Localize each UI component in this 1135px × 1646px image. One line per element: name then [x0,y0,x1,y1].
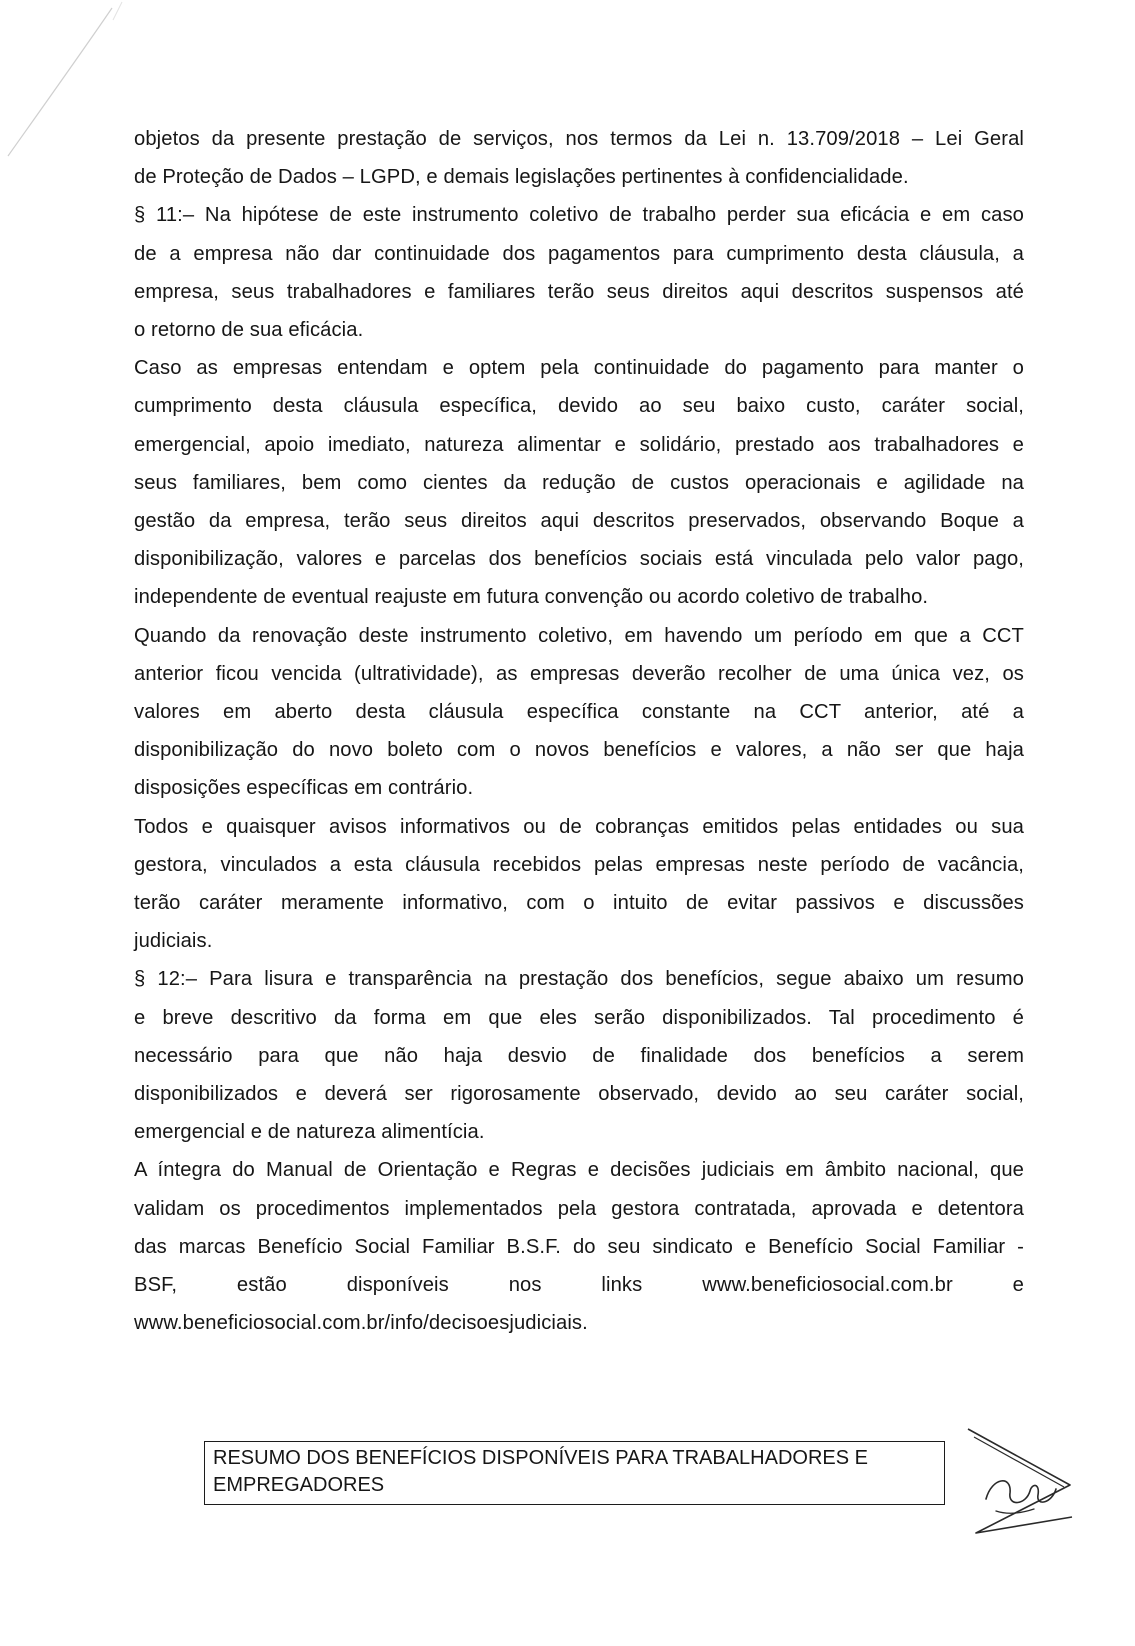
signature-mark [960,1425,1090,1555]
text-line: gestão da empresa, terão seus direitos aqui descritos preservados, observando Boque a [134,510,1024,533]
text-line: seus familiares, bem como cientes da redução de custos operacionais e agilidade na [134,471,1024,494]
links-line: BSF, estão disponíveis nos links www.beneficiosocial.com.br e [134,1274,1024,1297]
text-line: o retorno de sua eficácia. [134,319,364,342]
text-line: cumprimento desta cláusula específica, devido ao seu baixo custo, caráter social, [134,395,1024,418]
summary-title-line-2: EMPREGADORES [213,1474,385,1496]
text-line: disponibilizados e deverá ser rigorosamente observado, devido ao seu caráter social, [134,1083,1024,1106]
text-line: disponibilização do novo boleto com o novos benefícios e valores, a não ser que haja [134,739,1024,762]
text-line: de a empresa não dar continuidade dos pagamentos para cumprimento desta cláusula, a [134,242,1024,265]
text-line: Todos e quaisquer avisos informativos ou de cobranças emitidos pelas entidades ou sua [134,815,1024,838]
text-line: necessário para que não haja desvio de finalidade dos benefícios a serem [134,1044,1024,1067]
clause-text [134,120,1024,1343]
text-line: objetos da presente prestação de serviços, nos termos da Lei n. 13.709/2018 – Lei Geral [134,128,1024,150]
summary-title-line-1: RESUMO DOS BENEFÍCIOS DISPONÍVEIS PARA TRABALHADORES E [213,1447,868,1469]
paragraph-11-start: § 11:– Na hipótese de este instrumento coletivo de trabalho perder sua eficácia e em caso [134,204,1024,227]
text-line: terão caráter meramente informativo, com o intuito de evitar passivos e discussões [134,892,1024,915]
text-line: Quando da renovação deste instrumento coletivo, em havendo um período em que a CCT [134,624,1024,647]
scan-edge-mark [0,0,140,170]
text-line: e breve descritivo da forma em que eles serão disponibilizados. Tal procedimento é [134,1006,1024,1029]
benefits-summary-box [204,1441,945,1505]
text-line: independente de eventual reajuste em futura convenção ou acordo coletivo de trabalho. [134,586,929,609]
text-line: das marcas Benefício Social Familiar B.S.F. do seu sindicato e Benefício Social Familiar - [134,1235,1024,1258]
text-line: validam os procedimentos implementados pela gestora contratada, aprovada e detentora [134,1197,1024,1220]
text-line: Caso as empresas entendam e optem pela continuidade do pagamento para manter o [134,357,1024,380]
text-line: anterior ficou vencida (ultratividade), as empresas deverão recolher de uma única vez, os [134,662,1024,685]
text-line: A íntegra do Manual de Orientação e Regras e decisões judiciais em âmbito nacional, que [134,1159,1024,1182]
text-line: judiciais. [134,930,213,953]
text-line: de Proteção de Dados – LGPD, e demais legislações pertinentes à confidencialidade. [134,166,909,189]
links-line: www.beneficiosocial.com.br/info/decisoesjudiciais. [134,1312,588,1335]
text-line: disponibilização, valores e parcelas dos benefícios sociais está vinculada pelo valor pago, [134,548,1024,571]
text-line: emergencial, apoio imediato, natureza alimentar e solidário, prestado aos trabalhadores e [134,433,1024,456]
paragraph-12-start: § 12:– Para lisura e transparência na prestação dos benefícios, segue abaixo um resumo [134,968,1024,991]
text-line: empresa, seus trabalhadores e familiares terão seus direitos aqui descritos suspensos até [134,280,1024,303]
text-line: emergencial e de natureza alimentícia. [134,1121,485,1144]
text-line: valores em aberto desta cláusula específica constante na CCT anterior, até a [134,701,1024,724]
text-line: gestora, vinculados a esta cláusula recebidos pelas empresas neste período de vacância, [134,853,1024,876]
text-line: disposições específicas em contrário. [134,777,474,800]
